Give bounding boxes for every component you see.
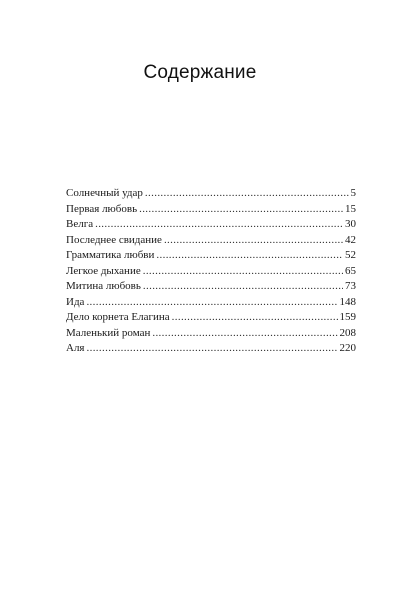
- toc-entry-title: Митина любовь: [66, 280, 141, 292]
- toc-entry: [66, 217, 356, 233]
- toc-entry-title: Аля: [66, 342, 85, 354]
- toc-entry-page: 42: [345, 233, 356, 246]
- dot-leader: [86, 295, 337, 311]
- toc-entry-title: Дело корнета Елагина: [66, 311, 170, 323]
- toc-entry-title: Легкое дыхание: [66, 264, 141, 277]
- dot-leader: [143, 279, 343, 295]
- toc-entry-title: Первая любовь: [66, 202, 138, 215]
- dot-leader: [145, 186, 349, 202]
- toc-entry-title: Последнее свидание: [66, 233, 162, 246]
- dot-leader: [164, 233, 343, 249]
- page-title: Содержание: [143, 62, 257, 83]
- toc-entry-page: 208: [339, 326, 356, 339]
- toc-entry-page: 30: [345, 218, 356, 230]
- toc-entry-page: 5: [350, 187, 356, 199]
- table-of-contents: [66, 186, 356, 357]
- dot-leader: [87, 341, 338, 357]
- toc-entry-page: 73: [345, 280, 356, 292]
- dot-leader: [156, 248, 343, 264]
- dot-leader: [152, 326, 337, 342]
- toc-entry: [66, 326, 356, 342]
- toc-entry: [66, 248, 356, 264]
- toc-entry: [66, 279, 356, 295]
- dot-leader: [139, 202, 343, 218]
- dot-leader: [95, 217, 343, 233]
- toc-entry: [66, 310, 356, 326]
- toc-entry: [66, 233, 356, 249]
- toc-entry-title: Велга: [66, 218, 94, 230]
- toc-entry-title: Солнечный удар: [66, 187, 143, 199]
- toc-entry-page: 65: [345, 264, 356, 277]
- toc-entry-page: 15: [345, 202, 356, 215]
- toc-entry: [66, 341, 356, 357]
- toc-entry: [66, 202, 356, 218]
- toc-entry-page: 148: [339, 295, 356, 308]
- toc-entry-title: Маленький роман: [66, 326, 151, 339]
- dot-leader: [172, 310, 338, 326]
- toc-entry: [66, 186, 356, 202]
- toc-entry-page: 220: [339, 342, 356, 354]
- toc-entry: [66, 264, 356, 280]
- toc-entry-title: Грамматика любви: [66, 249, 155, 261]
- toc-entry-page: 52: [345, 249, 356, 261]
- dot-leader: [143, 264, 343, 280]
- toc-entry-title: Ида: [66, 295, 85, 308]
- toc-entry: [66, 295, 356, 311]
- toc-entry-page: 159: [339, 311, 356, 323]
